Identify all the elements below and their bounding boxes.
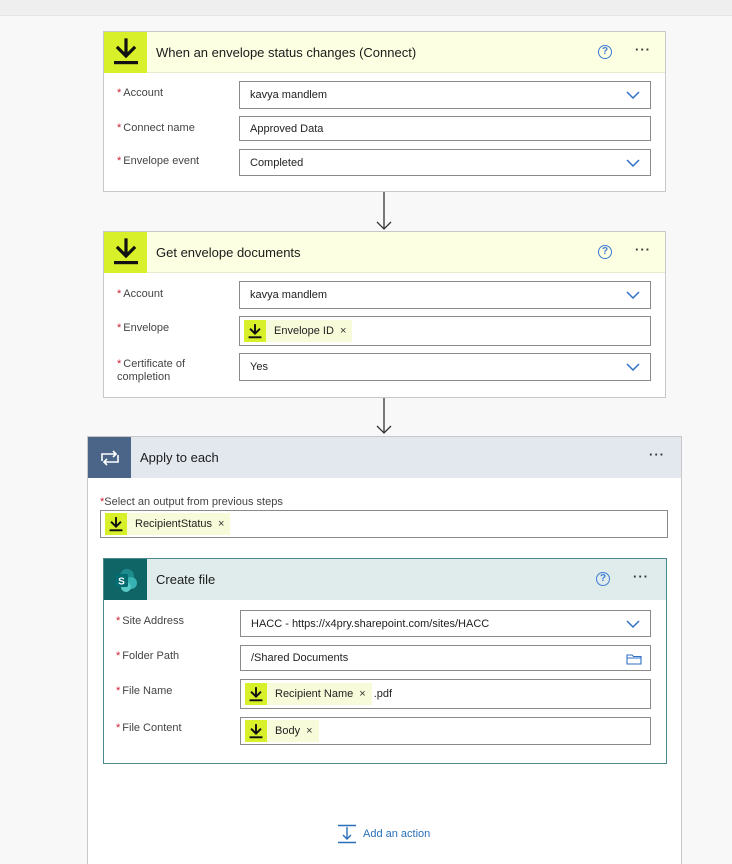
site-address-dropdown[interactable] <box>240 610 651 637</box>
file-name-label: * File Name <box>116 685 173 697</box>
docusign-download-icon <box>104 32 147 73</box>
envelope-event-value: Completed <box>250 156 304 169</box>
create-file-card <box>103 558 667 764</box>
add-an-action-button[interactable] <box>337 824 430 844</box>
more-options-icon[interactable]: ··· <box>649 447 665 462</box>
account-dropdown[interactable] <box>239 281 651 309</box>
folder-path-value: /Shared Documents <box>251 652 349 664</box>
get-envelope-documents-card <box>103 231 666 398</box>
create-file-title: Create file <box>156 572 216 587</box>
top-strip <box>0 0 732 16</box>
remove-token-icon[interactable]: × <box>339 325 347 337</box>
apply-to-each-header[interactable] <box>88 437 681 478</box>
envelope-id-token[interactable] <box>244 320 352 342</box>
chevron-down-icon <box>626 619 640 629</box>
flow-arrow-icon <box>374 398 394 436</box>
chevron-down-icon <box>626 362 640 372</box>
select-output-label: *Select an output from previous steps <box>100 496 283 508</box>
account-label: * Account <box>117 288 164 300</box>
site-address-value: HACC - https://x4pry.sharepoint.com/sites/HACC <box>251 617 490 630</box>
certificate-label: * Certificate of completion <box>117 358 186 383</box>
recipient-name-token[interactable] <box>245 683 372 705</box>
remove-token-icon[interactable]: × <box>218 518 225 530</box>
envelope-id-token-label: Envelope ID <box>274 325 334 337</box>
envelope-input[interactable] <box>239 316 651 346</box>
account-dropdown[interactable] <box>239 81 651 109</box>
recipient-status-token[interactable] <box>105 513 230 535</box>
connect-name-input[interactable] <box>239 116 651 141</box>
docusign-download-icon <box>245 720 267 742</box>
certificate-dropdown[interactable] <box>239 353 651 381</box>
get-docs-header[interactable] <box>104 232 665 273</box>
help-icon[interactable]: ? <box>598 245 612 259</box>
apply-to-each-card <box>87 436 682 864</box>
sharepoint-icon <box>104 559 147 600</box>
recipient-name-token-label: Recipient Name <box>275 688 354 700</box>
chevron-down-icon <box>626 290 640 300</box>
connect-name-label: * Connect name <box>117 122 195 134</box>
docusign-download-icon <box>105 513 127 535</box>
docusign-download-icon <box>244 320 266 342</box>
help-icon[interactable]: ? <box>598 45 612 59</box>
file-extension-text: .pdf <box>373 688 393 700</box>
body-token[interactable] <box>245 720 319 742</box>
file-name-input[interactable] <box>240 679 651 709</box>
svg-text:S: S <box>117 576 125 587</box>
envelope-event-dropdown[interactable] <box>239 149 651 176</box>
folder-path-input[interactable] <box>240 645 651 671</box>
body-token-label: Body <box>275 725 301 737</box>
chevron-down-icon <box>626 90 640 100</box>
add-an-action-label: Add an action <box>363 828 431 840</box>
select-output-input[interactable] <box>100 510 668 538</box>
more-options-icon[interactable]: ··· <box>635 42 651 57</box>
envelope-label: * Envelope <box>117 322 170 334</box>
more-options-icon[interactable]: ··· <box>633 569 649 584</box>
site-address-label: * Site Address <box>116 615 185 627</box>
flow-arrow-icon <box>374 192 394 232</box>
remove-token-icon[interactable]: × <box>306 725 313 737</box>
docusign-download-icon <box>245 683 267 705</box>
apply-to-each-title: Apply to each <box>140 450 219 465</box>
trigger-card-header[interactable] <box>104 32 665 73</box>
recipient-status-token-label: RecipientStatus <box>135 518 213 530</box>
account-label: * Account <box>117 87 164 99</box>
folder-path-label: * Folder Path <box>116 650 180 662</box>
trigger-card <box>103 31 666 192</box>
get-docs-title: Get envelope documents <box>156 244 301 260</box>
trigger-title: When an envelope status changes (Connect) <box>156 44 417 60</box>
create-file-header[interactable] <box>104 559 666 600</box>
help-icon[interactable]: ? <box>596 572 610 586</box>
account-value: kavya mandlem <box>250 89 328 101</box>
certificate-value: Yes <box>250 361 268 373</box>
envelope-event-label: * Envelope event <box>117 155 200 167</box>
file-content-input[interactable] <box>240 717 651 745</box>
account-value: kavya mandlem <box>250 289 328 301</box>
docusign-download-icon <box>104 232 147 273</box>
file-content-label: * File Content <box>116 722 182 734</box>
loop-icon <box>88 437 131 478</box>
remove-token-icon[interactable]: × <box>359 688 366 700</box>
connect-name-value: Approved Data <box>250 122 324 135</box>
add-action-icon <box>337 824 357 844</box>
chevron-down-icon <box>626 158 640 168</box>
more-options-icon[interactable]: ··· <box>635 242 651 257</box>
folder-icon[interactable] <box>626 653 642 665</box>
